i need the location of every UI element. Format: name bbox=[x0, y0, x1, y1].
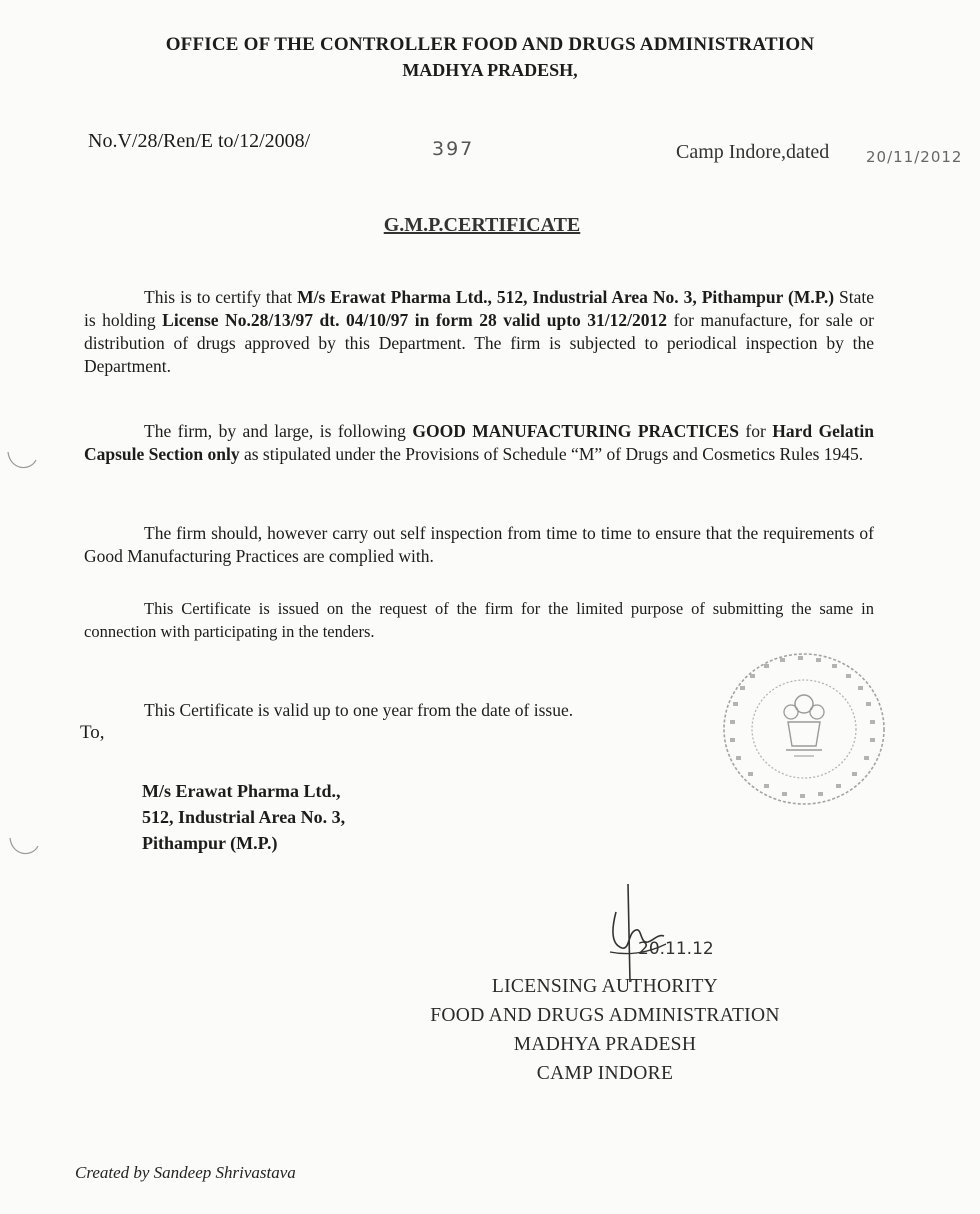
text-run: for manufacture, for sale or distribution of drugs approved by this Department. The firm is subjected to periodical inspection by the Department. bbox=[84, 310, 874, 376]
text-run: for bbox=[738, 421, 773, 441]
paragraph-self-inspection bbox=[84, 522, 874, 568]
text-run: This Certificate is issued on the request of the firm for the limited purpose of submitting the same in connection with participating in the tenders. bbox=[84, 599, 874, 641]
punch-hole-mark bbox=[4, 446, 38, 476]
signatory-location: CAMP INDORE bbox=[536, 1063, 674, 1084]
text-run: as stipulated under the Provisions of Schedule “M” of Drugs and Cosmetics Rules 1945. bbox=[239, 444, 864, 464]
bold-gmp: GOOD MANUFACTURING PRACTICES bbox=[412, 421, 739, 441]
signatory-block bbox=[380, 972, 830, 1088]
text-run: The firm, by and large, is following bbox=[144, 421, 413, 441]
text-run: The firm should, however carry out self inspection from time to time to ensure that the requirements of Good Manufacturing Practices are complied with. bbox=[84, 523, 874, 566]
signatory-state: MADHYA PRADESH bbox=[513, 1034, 697, 1055]
paragraph-purpose bbox=[84, 597, 874, 643]
signatory-department: FOOD AND DRUGS ADMINISTRATION bbox=[430, 1005, 780, 1026]
text-run: This is to certify that bbox=[144, 287, 298, 307]
signature-date: 20.11.12 bbox=[638, 939, 714, 959]
bold-license-details: License No.28/13/97 dt. 04/10/97 in form 28 valid upto 31/12/2012 bbox=[162, 310, 668, 330]
paragraph-gmp bbox=[84, 420, 874, 466]
punch-hole-mark bbox=[6, 832, 40, 862]
text-run: State is holding bbox=[84, 287, 875, 330]
handwritten-issue-date: 20/11/2012 bbox=[866, 148, 963, 166]
place-date-label: Camp Indore,dated bbox=[676, 141, 830, 163]
address-line: Pithampur (M.P.) bbox=[142, 833, 278, 853]
official-seal-stamp bbox=[720, 650, 888, 808]
bold-section: Hard Gelatin Capsule Section only bbox=[84, 421, 874, 464]
state-header: MADHYA PRADESH, bbox=[402, 60, 578, 80]
bold-firm-name: M/s Erawat Pharma Ltd., 512, Industrial Area No. 3, Pithampur (M.P.) bbox=[297, 287, 835, 307]
handwritten-dispatch-number: 397 bbox=[432, 138, 475, 160]
signatory-title: LICENSING AUTHORITY bbox=[491, 976, 719, 997]
address-line: 512, Industrial Area No. 3, bbox=[142, 807, 346, 827]
created-by-note: Created by Sandeep Shrivastava bbox=[75, 1163, 296, 1182]
office-header: OFFICE OF THE CONTROLLER FOOD AND DRUGS ADMINISTRATION bbox=[165, 34, 815, 55]
paragraph-validity: This Certificate is valid up to one year from the date of issue. bbox=[144, 700, 574, 720]
certificate-title: G.M.P.CERTIFICATE bbox=[383, 214, 581, 236]
paragraph-license bbox=[84, 286, 874, 378]
to-label: To, bbox=[80, 722, 105, 743]
address-line: M/s Erawat Pharma Ltd., bbox=[142, 781, 341, 801]
recipient-address bbox=[142, 778, 345, 856]
reference-number: No.V/28/Ren/E to/12/2008/ bbox=[88, 130, 311, 152]
